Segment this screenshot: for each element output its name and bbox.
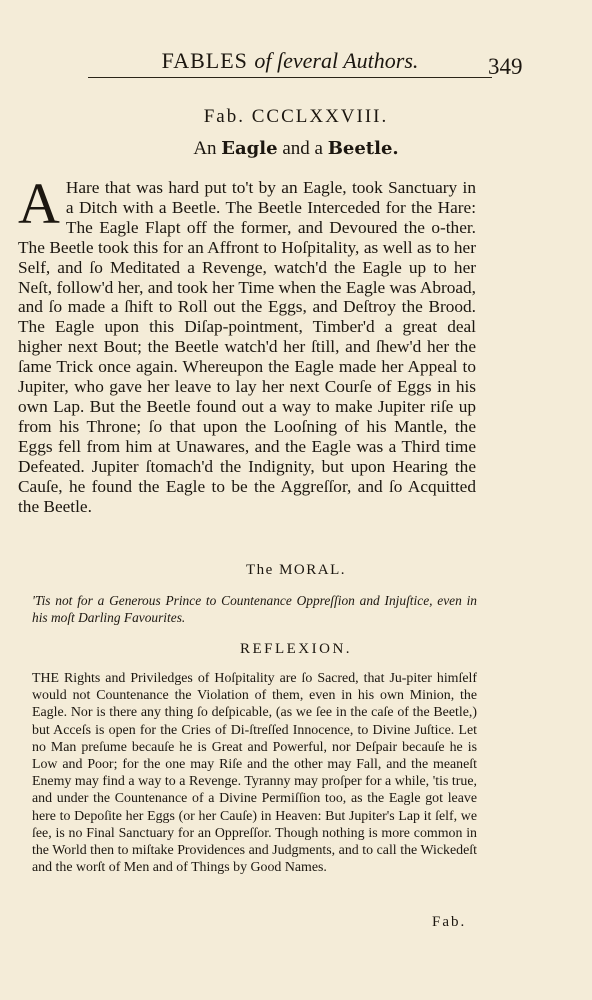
fable-title-mid: and a (277, 138, 328, 159)
running-head-fables: FABLES (161, 48, 248, 73)
fable-body-text: Hare that was hard put to't by an Eagle, took Sanctuary in a Ditch with a Beetle. The Beetle Interceded for the Hare: The Eagle Flapt off the former, and Devoured the o-ther. The Beetle took this for an Affront to Hoſpitality, as well as to her Self, and ſo Meditated a Revenge, watch'd the Eagle up to her Neſt, follow'd her, and took her Time when the Eagle was Abroad, and ſo made a ſhift to Roll out the Eggs, and Deſtroy the Brood. The Eagle upon this Diſap-pointment, Timber'd a great deal higher next Bout; the Beetle watch'd her ſtill, and ſhew'd her the ſame Trick once again. Whereupon the Eagle made her Appeal to Jupiter, who gave her leave to lay her next Courſe of Eggs in his own Lap. But the Beetle found out a way to make Jupiter riſe up from his Throne; ſo that upon the Looſning of his Mantle, the Eggs fell from him at Unawares, and the Eagle was a Third time Defeated. Jupiter ſtomach'd the Indignity, but upon Hearing the Cauſe, he found the Eagle to be the Aggreſſor, and ſo Acquitted the Beetle. (18, 178, 476, 516)
drop-cap: A (18, 171, 60, 236)
running-head (88, 48, 492, 78)
fable-body (18, 171, 476, 516)
reflexion-heading: REFLEXION. (239, 641, 353, 657)
fable-number: Fab. CCCLXXVIII. (203, 106, 389, 127)
page-number: 349 (488, 54, 523, 79)
running-head-authors: of ſeveral Authors. (254, 48, 419, 73)
reflexion-text: THE Rights and Priviledges of Hoſpitality are ſo Sacred, that Ju-piter himſelf would not Countenance the Violation of them, even in his own Minion, the Eagle. Nor is there any thing ſo deſpicable, (as we ſee in the caſe of the Beetle,) but Acceſs is open for the Cries of Di-ſtreſſed Innocence, to Divine Juſtice. Let no Man preſume becauſe he is Great and Powerful, nor Deſpair becauſe he is Low and Poor; for the one may Riſe and the other may Fall, and the meaneſt Enemy may find a way to a Revenge. Tyranny may proſper for a while, 'tis true, and under the Countenance of a Divine Permiſſion too, as the Eagle got leave here to Depoſite her Eggs (or her Cauſe) in Heaven: But Jupiter's Lap it ſelf, we ſee, is no Final Sanctuary for an Oppreſſor. Though nothing is more common in the World then to miſtake Providences and Judgments, and to call the Wickedeſt and the worſt of Men and of Things by Good Names. (32, 671, 477, 876)
fable-title (0, 138, 592, 160)
moral-heading: The MORAL. (246, 562, 346, 578)
fable-title-pre: An (193, 138, 222, 159)
fable-title-beetle: Beetle. (327, 138, 399, 159)
fable-title-eagle: Eagle (221, 138, 278, 159)
catchword: Fab. (432, 914, 467, 930)
moral-text: 'Tis not for a Generous Prince to Countenance Oppreſſion and Injuſtice, even in his moſt Darling Favourites. (32, 593, 477, 625)
